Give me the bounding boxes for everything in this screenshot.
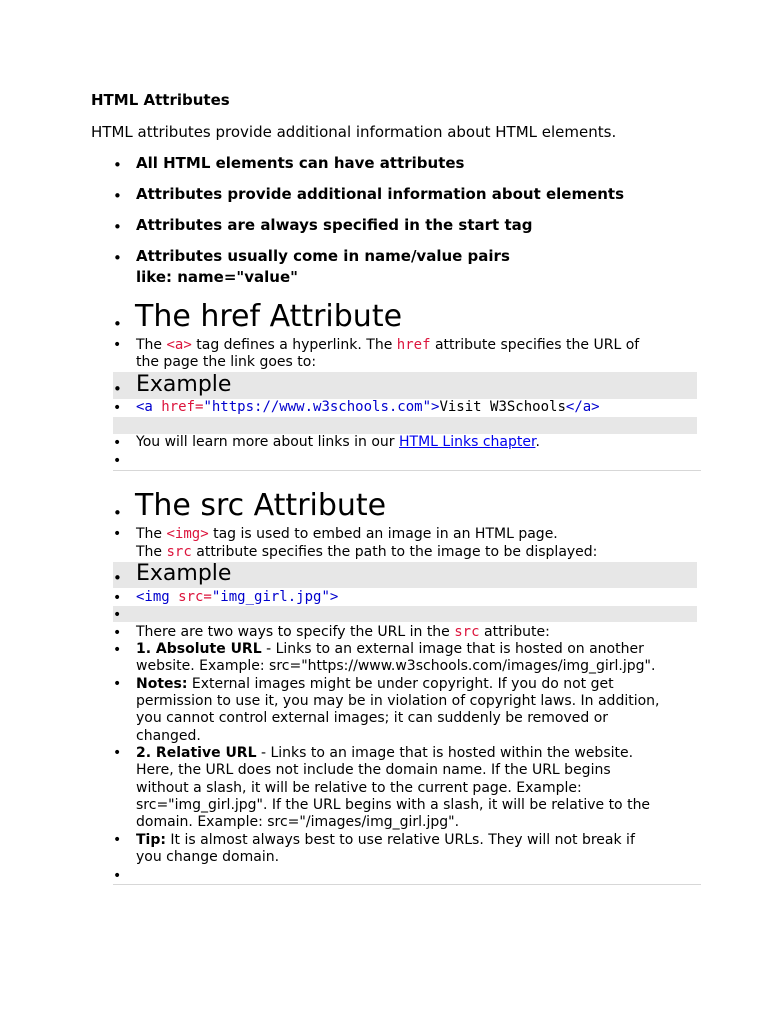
bullet-marker: • bbox=[113, 607, 122, 623]
url-ways-text bbox=[136, 624, 550, 641]
bullet-marker: • bbox=[113, 642, 122, 658]
page-title: HTML Attributes bbox=[91, 91, 230, 109]
code-href-word: href bbox=[396, 337, 431, 353]
notes-line4: changed. bbox=[136, 728, 201, 744]
example-heading: Example bbox=[136, 561, 232, 586]
src-code-example bbox=[136, 589, 338, 606]
intro-point: Attributes provide additional information about elements bbox=[136, 185, 625, 203]
html-links-chapter-link[interactable]: HTML Links chapter bbox=[399, 434, 536, 450]
bullet-marker: • bbox=[113, 156, 122, 174]
bullet-marker: • bbox=[113, 504, 122, 522]
text: attribute specifies the path to the image to be displayed: bbox=[191, 544, 598, 560]
notes-label: Notes: bbox=[136, 676, 188, 692]
code-value: "https://www.w3schools.com"> bbox=[203, 399, 440, 415]
bullet-marker: • bbox=[113, 526, 122, 542]
href-description bbox=[136, 337, 639, 354]
bullet-marker: • bbox=[113, 380, 122, 398]
links-note bbox=[136, 434, 540, 451]
relative-url-line4: src="img_girl.jpg". If the URL begins with a slash, it will be relative to the bbox=[136, 797, 651, 813]
href-section-heading: The href Attribute bbox=[135, 299, 403, 334]
bullet-marker: • bbox=[113, 435, 122, 451]
text: - Links to an external image that is hosted on another bbox=[261, 641, 644, 657]
code-src-word: src bbox=[454, 624, 480, 640]
text: External images might be under copyright. If you do not get bbox=[187, 676, 614, 692]
text: . bbox=[535, 434, 540, 450]
code-value: "img_girl.jpg"> bbox=[211, 589, 339, 605]
bullet-marker: • bbox=[113, 453, 122, 469]
relative-url-line2: Here, the URL does not include the domain name. If the URL begins bbox=[136, 762, 611, 778]
text: The bbox=[136, 337, 167, 353]
absolute-url-label: 1. Absolute URL bbox=[136, 641, 262, 657]
text: The bbox=[136, 544, 167, 560]
href-description-line2: the page the link goes to: bbox=[136, 354, 317, 370]
example-heading: Example bbox=[136, 372, 232, 397]
tip-label: Tip: bbox=[136, 832, 166, 848]
text: - Links to an image that is hosted within the website. bbox=[256, 745, 634, 761]
src-section-heading: The src Attribute bbox=[135, 488, 387, 523]
tip-line2: you change domain. bbox=[136, 849, 280, 865]
notes-item bbox=[136, 676, 614, 693]
text: It is almost always best to use relative URLs. They will not break if bbox=[165, 832, 635, 848]
bullet-marker: • bbox=[113, 315, 122, 333]
bullet-marker: • bbox=[113, 187, 122, 205]
src-description-line2 bbox=[136, 544, 597, 561]
bullet-marker: • bbox=[113, 337, 122, 353]
bullet-marker: • bbox=[113, 400, 122, 416]
bullet-marker: • bbox=[113, 745, 122, 761]
bullet-marker: • bbox=[113, 590, 122, 606]
code-text: Visit W3Schools bbox=[439, 399, 566, 415]
code-src-word: src bbox=[166, 544, 192, 560]
notes-line3: you cannot control external images; it can suddenly be removed or bbox=[136, 710, 609, 726]
divider bbox=[113, 470, 701, 471]
src-description bbox=[136, 526, 558, 543]
relative-url-label: 2. Relative URL bbox=[136, 745, 257, 761]
absolute-url-item bbox=[136, 641, 644, 658]
intro-point-continuation: like: name="value" bbox=[136, 268, 298, 286]
text: You will learn more about links in our bbox=[136, 434, 399, 450]
code-attr: src= bbox=[169, 589, 212, 605]
relative-url-item bbox=[136, 745, 633, 762]
divider bbox=[113, 884, 701, 885]
code-open-tag: <img bbox=[136, 589, 170, 605]
text: tag is used to embed an image in an HTML page. bbox=[208, 526, 558, 542]
absolute-url-line2: website. Example: src="https://www.w3schools.com/images/img_girl.jpg". bbox=[136, 658, 656, 674]
code-spacer-bar bbox=[113, 417, 697, 434]
code-tag-img: <img> bbox=[166, 526, 209, 542]
bullet-marker: • bbox=[113, 218, 122, 236]
text: attribute: bbox=[479, 624, 550, 640]
intro-point: Attributes usually come in name/value pairs bbox=[136, 247, 510, 265]
bullet-marker: • bbox=[113, 249, 122, 267]
bullet-marker: • bbox=[113, 868, 122, 884]
href-code-example bbox=[136, 399, 600, 416]
intro-text: HTML attributes provide additional information about HTML elements. bbox=[91, 123, 617, 141]
bullet-marker: • bbox=[113, 569, 122, 587]
code-attr: href= bbox=[152, 399, 204, 415]
text: attribute specifies the URL of bbox=[430, 337, 640, 353]
code-open-tag: <a bbox=[136, 399, 153, 415]
code-close-tag: </a> bbox=[565, 399, 600, 415]
bullet-marker: • bbox=[113, 832, 122, 848]
bullet-marker: • bbox=[113, 676, 122, 692]
tip-item bbox=[136, 832, 635, 849]
bullet-marker: • bbox=[113, 625, 122, 641]
relative-url-line5: domain. Example: src="/images/img_girl.jpg". bbox=[136, 814, 460, 830]
notes-line2: permission to use it, you may be in violation of copyright laws. In addition, bbox=[136, 693, 660, 709]
text: tag defines a hyperlink. The bbox=[191, 337, 397, 353]
intro-point: Attributes are always specified in the start tag bbox=[136, 216, 533, 234]
text: The bbox=[136, 526, 167, 542]
code-spacer-bar bbox=[113, 606, 697, 622]
text: There are two ways to specify the URL in the bbox=[136, 624, 455, 640]
intro-point: All HTML elements can have attributes bbox=[136, 154, 465, 172]
code-tag-a: <a> bbox=[166, 337, 192, 353]
relative-url-line3: without a slash, it will be relative to the current page. Example: bbox=[136, 780, 582, 796]
